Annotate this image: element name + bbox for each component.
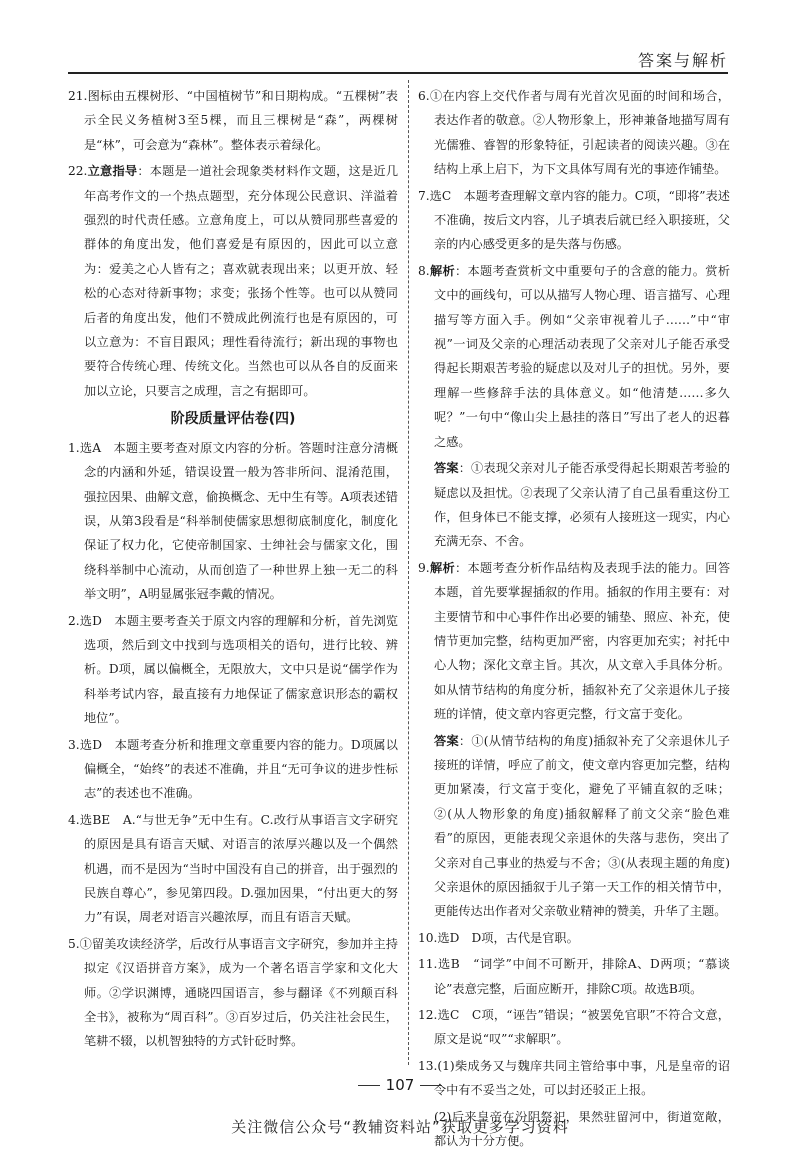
answer-4: 4.选BE A.“与世无争”无中生有。C.改行从事语言文字研究的原因是具有语言天赋、对语言的浓厚兴趣以及一个偶然机遇，而不是因为“当时中国没有自己的拼音，出于强烈的民族自尊心”，参见第四段。D.强加因果，“付出更大的努力”有误，周老对语言兴趣浓厚，而且有语言天赋。 <box>68 812 398 925</box>
answer-11: 11.选B “词学”中间不可断开，排除A、D两项；“慕谈论”表意完整，后面应断开，排除C项。故选B项。 <box>418 957 730 996</box>
answer-6: 6.①在内容上交代作者与周有光首次见面的时间和场合，表达作者的敬意。②人物形象上，形神兼备地描写周有光儒雅、睿智的形象特征，引起读者的阅读兴趣。③在结构上承上启下，为下文具体写周有光的事迹作铺垫。 <box>418 89 730 177</box>
answer-22-text: ：本题是一道社会现象类材料作文题，这是近几年高考作文的一个热点题型，充分体现公民意识、洋溢着强烈的时代责任感。立意角度上，可以从赞同那些喜爱的群体的角度出发，他们喜爱是有原因的，因此可以立意为：爱美之心人皆有之；喜欢就表现出来；以更开放、轻松的心态对待新事物；求变；张扬个性等。也可以从赞同后者的角度出发，他们不赞成此例流行也是有原因的，可以立意为：不盲目跟风；理性看待流行；新出现的事物也要符合传统心理、传统文化。当然也可以从各自的反面来加以立论，只要言之成理，言之有据即可。 <box>84 164 399 398</box>
answer-9-number: 9. <box>418 560 430 575</box>
answer-8-answer-text: ：①表现父亲对儿子能否承受得起长期艰苦考验的疑虑以及担忧。②表现了父亲认清了自己虽看重这份工作，但身体已不能支撑，必须有人接班这一现实，内心充满无奈、不舍。 <box>434 461 731 549</box>
answer-8-analysis <box>418 259 730 454</box>
section-title: 阶段质量评估卷(四) <box>170 411 296 428</box>
answer-8-number: 8. <box>418 263 430 278</box>
answer-22-label: 立意指导 <box>87 164 138 179</box>
page-number-dash-left <box>358 1085 380 1086</box>
answer-12: 12.选C C项，“诬告”错误；“被罢免官职”不符合文意，原文是说“叹”“求解职”。 <box>418 1008 730 1047</box>
answer-1: 1.选A 本题主要考查对原文内容的分析。答题时注意分清概念的内涵和外延，错误设置一般为答非所问、混淆范围，强拉因果、曲解文意，偷换概念、无中生有等。A项表述错误，从第3段看是“科举制使儒家思想彻底制度化，制度化保证了权力化，它使帝制国家、士绅社会与儒家文化，围绕科举制中心流动，从而创造了一种世界上独一无二的科举文明”，A明显属张冠李戴的情况。 <box>68 440 398 602</box>
answer-9-analysis-label: 解析 <box>429 560 455 575</box>
answer-9-answer-text: ：①(从情节结构的角度)插叙补充了父亲退休儿子接班的详情，呼应了前文，使文章内容更加完整，结构更加紧凑，行文富于变化，避免了平铺直叙的乏味；②(从人物形象的角度)插叙解释了前文父亲“脸色难看”的原因，更能表现父亲退休的失落与悲伤，突出了父亲对自己事业的热爱与不舍；③(从表现主题的角度)父亲退休的原因插叙于儿子第一天工作的相关情节中，更能传达出作者对父亲敬业精神的赞美，升华了主题。 <box>434 733 730 919</box>
answer-8-analysis-text: ：本题考查赏析文中重要句子的含意的能力。赏析文中的画线句，可以从描写人物心理、语言描写、心理描写等方面入手。例如“父亲审视着儿子……”中“审视”一词及父亲的心理活动表现了父亲对儿子能否承受得起长期艰苦考验的疑虑以及对儿子的担忧。另外，要理解一些修辞手法的具体意义。如“他清楚……多久呢？”一句中“像山尖上悬挂的落日”写出了老人的迟暮之感。 <box>434 263 731 449</box>
page-header <box>68 38 728 74</box>
answer-8-answer <box>418 456 730 554</box>
header-title: 答案与解析 <box>637 51 728 70</box>
answer-3: 3.选D 本题考查分析和推理文章重要内容的能力。D项属以偏概全，“始终”的表述不准确，并且“无可争议的进步性标志”的表述也不准确。 <box>68 737 398 801</box>
answer-22 <box>68 159 398 403</box>
page-number <box>0 1076 800 1094</box>
answer-8-answer-label: 答案 <box>434 461 459 476</box>
answer-9-analysis-text: ：本题考查分析作品结构及表现手法的能力。回答本题，首先要掌握插叙的作用。插叙的作用主要有：对主要情节和中心事件作出必要的铺垫、照应、补充，使情节更加完整，结构更加严密，内容更加充实；衬托中心人物；深化文章主旨。其次，从文章入手具体分析。如从情节结构的角度分析，插叙补充了父亲退休儿子接班的详情，使文章内容更完整，行文富于变化。 <box>434 560 731 722</box>
answer-22-number: 22. <box>68 164 88 179</box>
answer-9-answer <box>418 729 730 924</box>
answer-13-1: 13.(1)柴成务又与魏庠共同主管给事中事，凡是皇帝的诏令中有不妥当之处，可以封还驳正上报。 <box>418 1058 730 1098</box>
answer-9-answer-label: 答案 <box>434 733 459 748</box>
answer-13-2: (2)后来皇帝在汾阴祭祀，果然驻留河中，街道宽敞，都认为十分方便。 <box>434 1109 730 1149</box>
right-column <box>418 84 731 1149</box>
answer-9-analysis <box>418 556 730 727</box>
column-divider <box>408 80 409 1065</box>
page-number-text: 107 <box>385 1076 415 1094</box>
footer-note: 关注微信公众号“教辅资料站”获取更多学习资料 <box>231 1118 569 1136</box>
answer-5: 5.①留美攻读经济学，后改行从事语言文字研究，参加并主持拟定《汉语拼音方案》，成为一个著名语言学家和文化大师。②学识渊博，通晓四国语言，参与翻译《不列颠百科全书》，被称为“周百科”。③百岁过后，仍关注社会民生，笔耕不辍，以机智独特的方式针砭时弊。 <box>68 936 398 1049</box>
answer-8-analysis-label: 解析 <box>429 263 455 278</box>
answer-7: 7.选C 本题考查理解文章内容的能力。C项，“即将”表述不准确，按后文内容，儿子填表后就已经入职接班，父亲的内心感受更多的是失落与伤感。 <box>418 188 730 252</box>
answer-2: 2.选D 本题主要考查关于原文内容的理解和分析，首先浏览选项，然后到文中找到与选项相关的语句，进行比较、辨析。D项，属以偏概全，无限放大，文中只是说“儒学作为科举考试内容，最直接有力地保证了儒家意识形态的霸权地位”。 <box>68 613 398 726</box>
answer-10: 10.选D D项，古代是官职。 <box>418 930 579 945</box>
left-column <box>68 84 398 1069</box>
page-number-dash-right <box>420 1085 442 1086</box>
answer-21: 21.图标由五棵树形、“中国植树节”和日期构成。“五棵树”表示全民义务植树3至5棵，而且三棵树是“森”，两棵树是“林”，可会意为“森林”。整体表示着绿化。 <box>68 89 398 152</box>
